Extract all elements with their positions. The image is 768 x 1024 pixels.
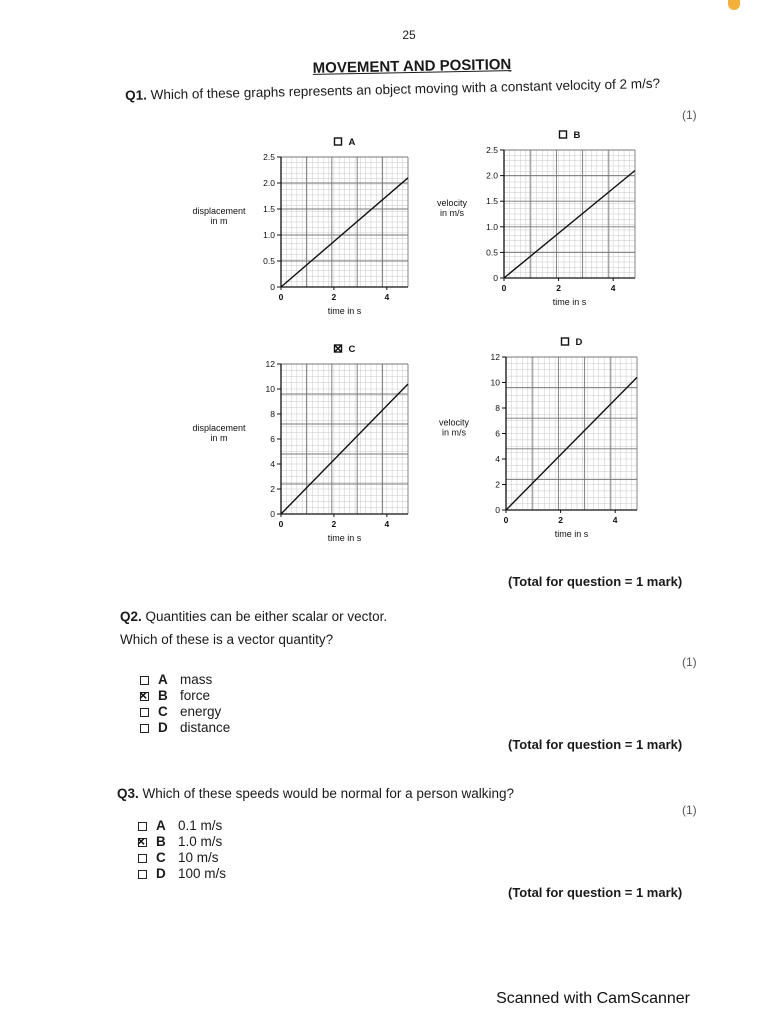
graph-c-y-tick-label: 4 bbox=[270, 459, 275, 469]
question-2-total: (Total for question = 1 mark) bbox=[508, 737, 683, 752]
graph-b-y-tick-label: 1.5 bbox=[486, 196, 498, 207]
option-text: 100 m/s bbox=[178, 866, 227, 881]
option-letter: C bbox=[158, 704, 168, 719]
graph-d-y-tick-label: 4 bbox=[495, 454, 500, 464]
graph-b-x-tick-label: 2 bbox=[556, 283, 561, 293]
graph-d-x-tick-label: 2 bbox=[558, 515, 563, 525]
question-1-text: Which of these graphs represents an object moving with a constant velocity of 2 m/s? bbox=[150, 75, 661, 103]
option-c[interactable] bbox=[138, 850, 226, 866]
question-2-text: Quantities can be either scalar or vector. bbox=[145, 609, 388, 624]
graph-b-y-tick-label: 2.0 bbox=[486, 170, 498, 181]
graph-b-x-tick-label: 0 bbox=[501, 283, 507, 293]
graph-d-y-axis-label: in m/s bbox=[441, 427, 467, 438]
graph-c-x-tick-label: 4 bbox=[384, 519, 390, 529]
question-1-marks: (1) bbox=[682, 108, 697, 122]
graph-a-y-axis-label: displacement bbox=[192, 206, 246, 216]
option-c[interactable] bbox=[140, 704, 230, 720]
option-b[interactable] bbox=[138, 834, 226, 850]
graph-a-x-axis-label: time in s bbox=[327, 306, 362, 316]
checkbox-ticked[interactable] bbox=[140, 692, 149, 701]
option-text: distance bbox=[180, 720, 231, 735]
checkbox[interactable] bbox=[138, 870, 147, 879]
question-3-options bbox=[138, 818, 226, 882]
graph-a-y-tick-label: 1.0 bbox=[263, 230, 275, 240]
graph-c-y-axis-label: displacement bbox=[192, 423, 246, 433]
graph-d-x-tick-label: 0 bbox=[503, 515, 509, 525]
graph-a-x-tick-label: 2 bbox=[331, 292, 337, 302]
option-letter: D bbox=[158, 720, 168, 735]
option-d[interactable] bbox=[138, 866, 226, 882]
graph-c-x-axis-label: time in s bbox=[327, 533, 362, 543]
graph-c-y-tick-label: 12 bbox=[265, 359, 275, 369]
question-2-number: Q2. bbox=[120, 609, 142, 624]
option-letter: A bbox=[158, 672, 168, 687]
graph-d-checkbox bbox=[562, 338, 569, 345]
question-1-total: (Total for question = 1 mark) bbox=[508, 574, 683, 589]
graph-c-option-letter: C bbox=[348, 344, 356, 355]
option-letter: B bbox=[158, 688, 168, 703]
question-3-total: (Total for question = 1 mark) bbox=[508, 885, 683, 900]
graph-b-x-tick-label: 4 bbox=[610, 283, 616, 293]
graph-a-checkbox bbox=[335, 138, 342, 145]
checkbox[interactable] bbox=[140, 724, 149, 733]
graph-a-x-tick-label: 4 bbox=[384, 292, 390, 302]
graph-a-y-tick-label: 2.5 bbox=[263, 152, 275, 162]
option-d[interactable] bbox=[140, 720, 230, 736]
option-letter: A bbox=[156, 818, 166, 833]
option-a[interactable] bbox=[140, 672, 230, 688]
graph-b-y-axis-label: in m/s bbox=[439, 208, 465, 218]
page-title: MOVEMENT AND POSITION bbox=[312, 56, 512, 77]
question-2-marks: (1) bbox=[682, 655, 697, 669]
option-text: 10 m/s bbox=[178, 850, 219, 865]
graph-a-y-tick-label: 0.5 bbox=[263, 256, 275, 266]
graph-b-checkbox bbox=[560, 131, 567, 138]
question-3-number: Q3. bbox=[117, 786, 139, 801]
graph-c-y-tick-label: 2 bbox=[270, 484, 275, 494]
option-text: 1.0 m/s bbox=[178, 834, 223, 849]
question-3 bbox=[117, 786, 514, 801]
option-letter: B bbox=[156, 834, 166, 849]
graph-a-y-tick-label: 1.5 bbox=[263, 204, 275, 214]
graph-b-y-axis-label: velocity bbox=[436, 198, 468, 208]
graph-d-x-axis-label: time in s bbox=[554, 529, 589, 539]
graph-c-y-tick-label: 10 bbox=[265, 384, 275, 394]
checkbox[interactable] bbox=[140, 708, 149, 717]
graph-c-y-tick-label: 8 bbox=[270, 409, 275, 419]
graph-b-y-tick-label: 0.5 bbox=[486, 247, 498, 258]
question-1-number: Q1. bbox=[125, 87, 148, 103]
page-number: 25 bbox=[402, 28, 416, 42]
graph-c-y-axis-label: in m bbox=[210, 433, 228, 443]
graph-d-y-axis-label: velocity bbox=[438, 417, 470, 428]
graph-d-y-tick-label: 2 bbox=[495, 479, 500, 490]
option-text: 0.1 m/s bbox=[178, 818, 223, 833]
graph-a-option-letter: A bbox=[348, 137, 356, 148]
graph-b-x-axis-label: time in s bbox=[552, 297, 587, 307]
option-text: mass bbox=[180, 672, 213, 687]
question-3-text: Which of these speeds would be normal for a person walking? bbox=[142, 786, 514, 801]
graph-d-y-tick-label: 10 bbox=[490, 377, 500, 388]
graph-c-y-tick-label: 6 bbox=[270, 434, 275, 444]
graph-d-x-tick-label: 4 bbox=[612, 515, 618, 525]
checkbox[interactable] bbox=[138, 822, 147, 831]
graph-d-y-tick-label: 0 bbox=[495, 505, 500, 515]
graph-a-x-tick-label: 0 bbox=[278, 292, 284, 302]
graph-c-y-tick-label: 0 bbox=[270, 509, 275, 519]
question-2-options bbox=[140, 672, 230, 736]
scanner-watermark: Scanned with CamScanner bbox=[496, 990, 690, 1007]
checkbox[interactable] bbox=[138, 854, 147, 863]
graph-b-y-tick-label: 0 bbox=[493, 273, 498, 283]
checkbox-ticked[interactable] bbox=[138, 838, 147, 847]
option-text: energy bbox=[180, 704, 222, 719]
option-letter: C bbox=[156, 850, 166, 865]
option-a[interactable] bbox=[138, 818, 226, 834]
option-text: force bbox=[180, 688, 211, 703]
option-b[interactable] bbox=[140, 688, 230, 704]
question-3-marks: (1) bbox=[682, 803, 697, 817]
graph-a-y-axis-label: in m bbox=[210, 216, 228, 226]
question-2-line-2: Which of these is a vector quantity? bbox=[120, 632, 334, 647]
graph-d-y-tick-label: 8 bbox=[495, 403, 500, 413]
graph-b-y-tick-label: 1.0 bbox=[486, 221, 498, 232]
graph-b-option-letter: B bbox=[573, 130, 581, 141]
graph-b-y-tick-label: 2.5 bbox=[486, 145, 498, 155]
option-letter: D bbox=[156, 866, 166, 881]
question-2-line-1 bbox=[120, 609, 387, 624]
checkbox[interactable] bbox=[140, 676, 149, 685]
graph-d-y-tick-label: 6 bbox=[495, 428, 500, 439]
graph-c-x-tick-label: 0 bbox=[278, 519, 284, 529]
graph-a-y-tick-label: 0 bbox=[270, 282, 275, 292]
graph-d-option-letter: D bbox=[575, 337, 583, 348]
graph-c-x-tick-label: 2 bbox=[331, 519, 337, 529]
graph-a-y-tick-label: 2.0 bbox=[263, 178, 275, 188]
graph-d-y-tick-label: 12 bbox=[490, 352, 500, 362]
